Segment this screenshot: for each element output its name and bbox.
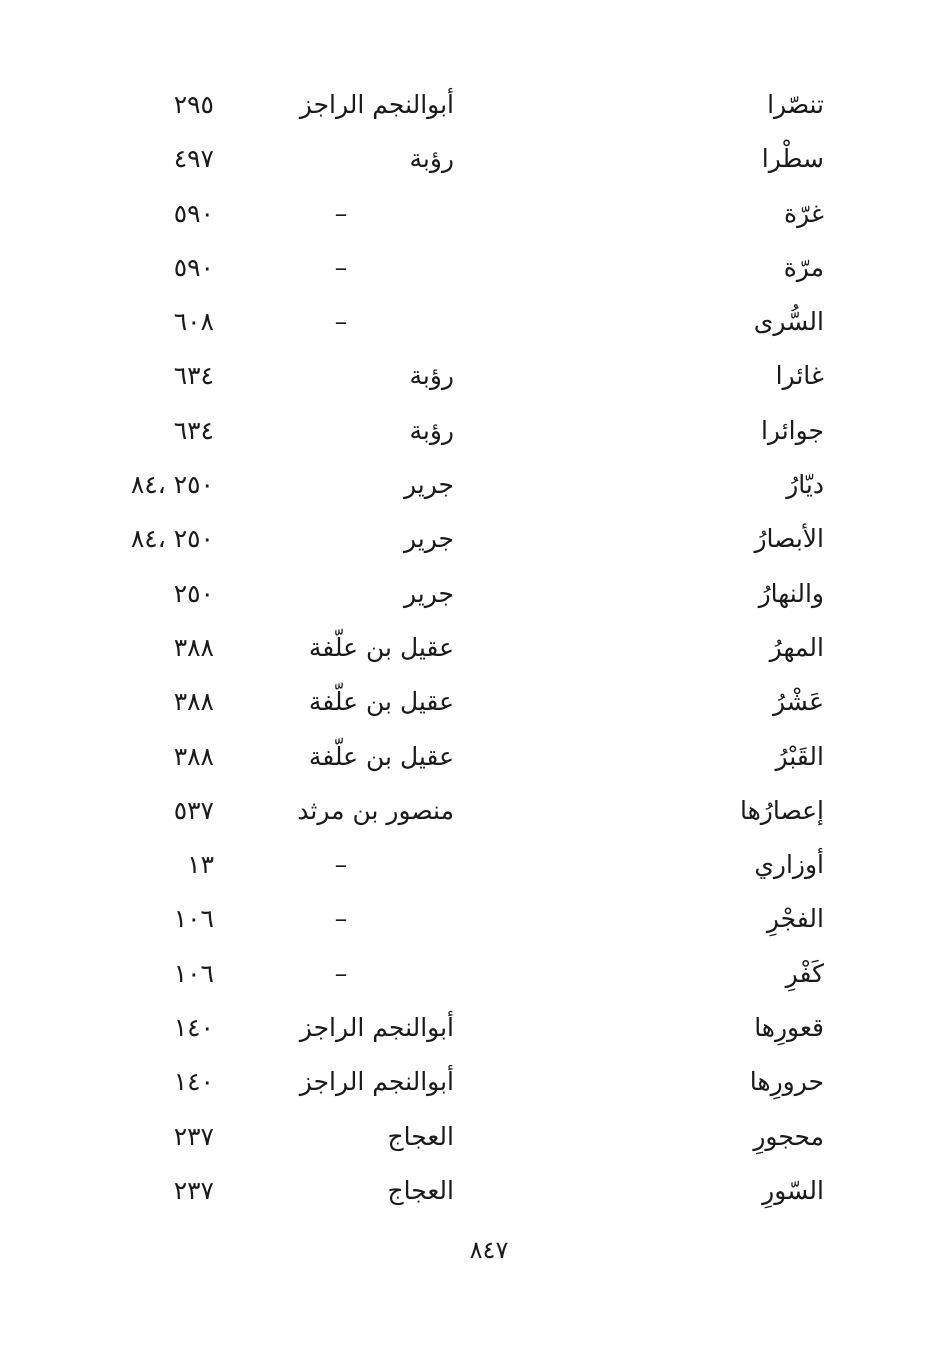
page-reference: ٣٨٨	[173, 632, 214, 662]
poet-name: جرير	[404, 578, 454, 608]
page-reference: ١٣	[187, 850, 214, 880]
index-row	[0, 1110, 946, 1164]
page-reference: ٢٥٠ ،٨٤	[130, 524, 214, 554]
page-reference: ٦٣٤	[173, 361, 214, 391]
rhyme-word: إعصارُها	[739, 795, 824, 825]
index-row	[0, 132, 946, 186]
poet-unknown-dash: –	[334, 904, 348, 934]
page-reference: ٢٥٠ ،٨٤	[130, 470, 214, 500]
rhyme-word: السُّرى	[753, 307, 824, 337]
poet-name: أبوالنجم الراجز	[299, 90, 454, 119]
rhyme-word: المهرُ	[769, 632, 824, 662]
page-reference: ١٠٦	[173, 904, 214, 934]
rhyme-word: قعورِها	[754, 1013, 824, 1043]
index-row	[0, 1164, 946, 1218]
rhyme-word: سطْرا	[761, 144, 824, 174]
poet-name: أبوالنجم الراجز	[299, 1067, 454, 1097]
page-reference: ٥٩٠	[173, 198, 214, 228]
page-reference: ١٤٠	[173, 1067, 214, 1097]
index-row	[0, 512, 946, 566]
poet-name: رؤبة	[409, 144, 454, 174]
rhyme-word: غرّة	[784, 198, 824, 228]
index-row	[0, 892, 946, 946]
poet-name: رؤبة	[409, 415, 454, 445]
poet-name: جرير	[404, 470, 454, 500]
index-row	[0, 730, 946, 784]
page-reference: ١٤٠	[173, 1013, 214, 1043]
poet-name: العجاج	[387, 1121, 454, 1151]
page-reference: ٦٠٨	[173, 307, 214, 337]
index-row	[0, 1001, 946, 1055]
index-row	[0, 784, 946, 838]
poet-unknown-dash: –	[334, 850, 348, 880]
index-row	[0, 458, 946, 512]
page-reference: ٦٣٤	[173, 415, 214, 445]
index-row	[0, 241, 946, 295]
rhyme-word: الفجْرِ	[766, 904, 824, 934]
index-row	[0, 838, 946, 892]
index-row	[0, 78, 946, 132]
rhyme-word: جوائرا	[760, 415, 824, 445]
rhyme-word: القَبْرُ	[775, 741, 824, 771]
rhyme-word: كَفْرِ	[785, 958, 824, 988]
poet-unknown-dash: –	[334, 958, 348, 988]
rhyme-word: عَشْرُ	[772, 687, 824, 717]
rhyme-word: محجورِ	[753, 1121, 824, 1151]
index-row	[0, 187, 946, 241]
page-reference: ٢٣٧	[173, 1175, 214, 1205]
poet-name: جرير	[404, 524, 454, 554]
index-row	[0, 295, 946, 349]
rhyme-word: مرّة	[783, 252, 824, 282]
index-row	[0, 567, 946, 621]
index-row	[0, 349, 946, 403]
page-reference: ٣٨٨	[173, 741, 214, 771]
page-reference: ٢٥٠	[173, 578, 214, 608]
page-reference: ٢٩٥	[173, 90, 214, 119]
poet-unknown-dash: –	[334, 198, 348, 228]
index-row	[0, 1055, 946, 1109]
poet-name: العجاج	[387, 1175, 454, 1205]
page-reference: ٣٨٨	[173, 687, 214, 717]
rhyme-word: غائرا	[775, 361, 824, 391]
rhyme-index-table	[0, 78, 946, 1218]
poet-name: عقيل بن علّفة	[308, 741, 454, 771]
rhyme-word: والنهارُ	[758, 578, 824, 608]
page-reference: ٢٣٧	[173, 1121, 214, 1151]
rhyme-word: الأبصارُ	[754, 524, 824, 554]
poet-name: منصور بن مرثد	[297, 795, 454, 825]
rhyme-word: تنصّرا	[767, 90, 824, 119]
rhyme-word: أوزاري	[754, 850, 824, 880]
poet-name: عقيل بن علّفة	[308, 632, 454, 662]
index-row	[0, 675, 946, 729]
poet-unknown-dash: –	[334, 252, 348, 282]
poet-name: عقيل بن علّفة	[308, 687, 454, 717]
poet-name: رؤبة	[409, 361, 454, 391]
poet-unknown-dash: –	[334, 307, 348, 337]
page-number-text: ٨٤٧	[469, 1236, 509, 1264]
poet-name: أبوالنجم الراجز	[299, 1013, 454, 1043]
page-reference: ٤٩٧	[173, 144, 214, 174]
page-reference: ١٠٦	[173, 958, 214, 988]
rhyme-word: السّورِ	[762, 1175, 824, 1205]
index-row	[0, 404, 946, 458]
index-row	[0, 947, 946, 1001]
rhyme-word: ديّارُ	[786, 470, 824, 500]
index-row	[0, 621, 946, 675]
page-reference: ٥٩٠	[173, 252, 214, 282]
page-reference: ٥٣٧	[173, 795, 214, 825]
rhyme-word: حرورِها	[749, 1067, 824, 1097]
page-number	[0, 1236, 946, 1264]
